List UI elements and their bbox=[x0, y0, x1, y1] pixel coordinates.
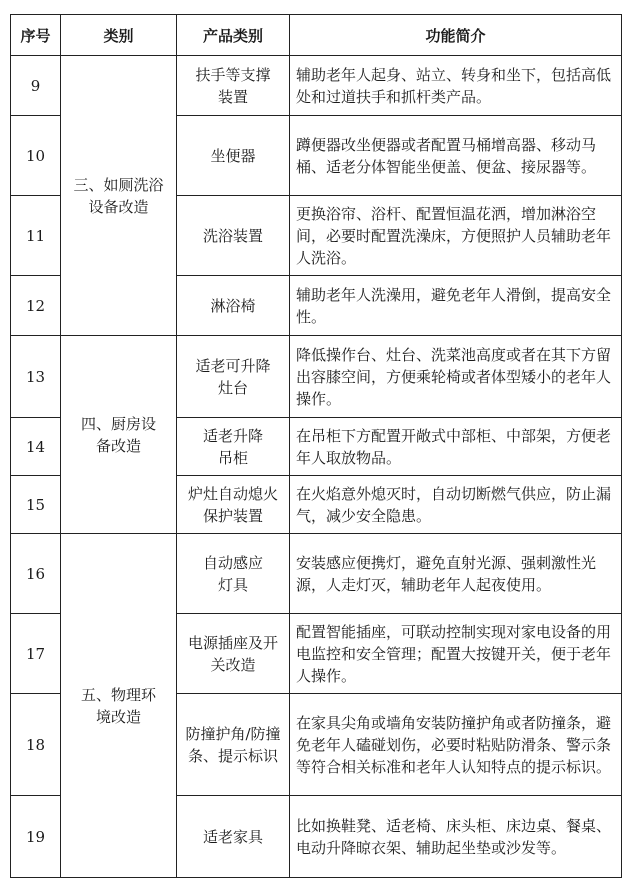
table-row bbox=[11, 56, 622, 116]
product-cell: 适老家具 bbox=[177, 796, 290, 878]
desc-cell: 更换浴帘、浴杆、配置恒温花洒，增加淋浴空间，必要时配置洗澡床，方便照护人员辅助老年人洗浴。 bbox=[290, 196, 622, 276]
desc-cell: 在家具尖角或墙角安装防撞护角或者防撞条，避免老年人磕碰划伤，必要时粘贴防滑条、警示条等符合相关标准和老年人认知特点的提示标识。 bbox=[290, 694, 622, 796]
desc-cell: 安装感应便携灯，避免直射光源、强刺激性光源，人走灯灭，辅助老年人起夜使用。 bbox=[290, 534, 622, 614]
category-label: 五、物理环境改造 bbox=[80, 685, 156, 726]
row-num: 10 bbox=[11, 116, 61, 196]
product-cell: 坐便器 bbox=[177, 116, 290, 196]
row-num: 11 bbox=[11, 196, 61, 276]
desc-cell: 比如换鞋凳、适老椅、床头柜、床边桌、餐桌、电动升降晾衣架、辅助起坐垫或沙发等。 bbox=[290, 796, 622, 878]
category-cell bbox=[61, 56, 177, 336]
desc-cell: 配置智能插座，可联动控制实现对家电设备的用电监控和安全管理；配置大按键开关，便于老年人操作。 bbox=[290, 614, 622, 694]
table-row bbox=[11, 534, 622, 614]
desc-cell: 在吊柜下方配置开敞式中部柜、中部架，方便老年人取放物品。 bbox=[290, 418, 622, 476]
product-cell: 防撞护角/防撞条、提示标识 bbox=[177, 694, 290, 796]
desc-cell: 辅助老年人起身、站立、转身和坐下，包括高低处和过道扶手和抓杆类产品。 bbox=[290, 56, 622, 116]
category-label: 三、如厕洗浴设备改造 bbox=[73, 175, 164, 216]
category-cell bbox=[61, 336, 177, 534]
header-num: 序号 bbox=[11, 15, 61, 56]
row-num: 12 bbox=[11, 276, 61, 336]
table-row bbox=[11, 336, 622, 418]
product-cell: 适老可升降灶台 bbox=[177, 336, 290, 418]
product-cell: 炉灶自动熄火保护装置 bbox=[177, 476, 290, 534]
row-num: 9 bbox=[11, 56, 61, 116]
desc-cell: 蹲便器改坐便器或者配置马桶增高器、移动马桶、适老分体智能坐便盖、便盆、接尿器等。 bbox=[290, 116, 622, 196]
row-num: 19 bbox=[11, 796, 61, 878]
product-table bbox=[10, 14, 622, 878]
category-cell bbox=[61, 534, 177, 878]
product-cell: 洗浴装置 bbox=[177, 196, 290, 276]
product-cell: 扶手等支撑装置 bbox=[177, 56, 290, 116]
row-num: 14 bbox=[11, 418, 61, 476]
category-label: 四、厨房设备改造 bbox=[80, 414, 156, 455]
row-num: 15 bbox=[11, 476, 61, 534]
product-cell: 电源插座及开关改造 bbox=[177, 614, 290, 694]
row-num: 18 bbox=[11, 694, 61, 796]
header-product: 产品类别 bbox=[177, 15, 290, 56]
row-num: 17 bbox=[11, 614, 61, 694]
product-cell: 淋浴椅 bbox=[177, 276, 290, 336]
header-desc: 功能简介 bbox=[290, 15, 622, 56]
row-num: 13 bbox=[11, 336, 61, 418]
desc-cell: 在火焰意外熄灭时，自动切断燃气供应，防止漏气，减少安全隐患。 bbox=[290, 476, 622, 534]
product-cell: 适老升降吊柜 bbox=[177, 418, 290, 476]
desc-cell: 降低操作台、灶台、洗菜池高度或者在其下方留出容膝空间，方便乘轮椅或者体型矮小的老年人操作。 bbox=[290, 336, 622, 418]
row-num: 16 bbox=[11, 534, 61, 614]
desc-cell: 辅助老年人洗澡用，避免老年人滑倒，提高安全性。 bbox=[290, 276, 622, 336]
table-header-row bbox=[11, 15, 622, 56]
header-category: 类别 bbox=[61, 15, 177, 56]
product-cell: 自动感应灯具 bbox=[177, 534, 290, 614]
